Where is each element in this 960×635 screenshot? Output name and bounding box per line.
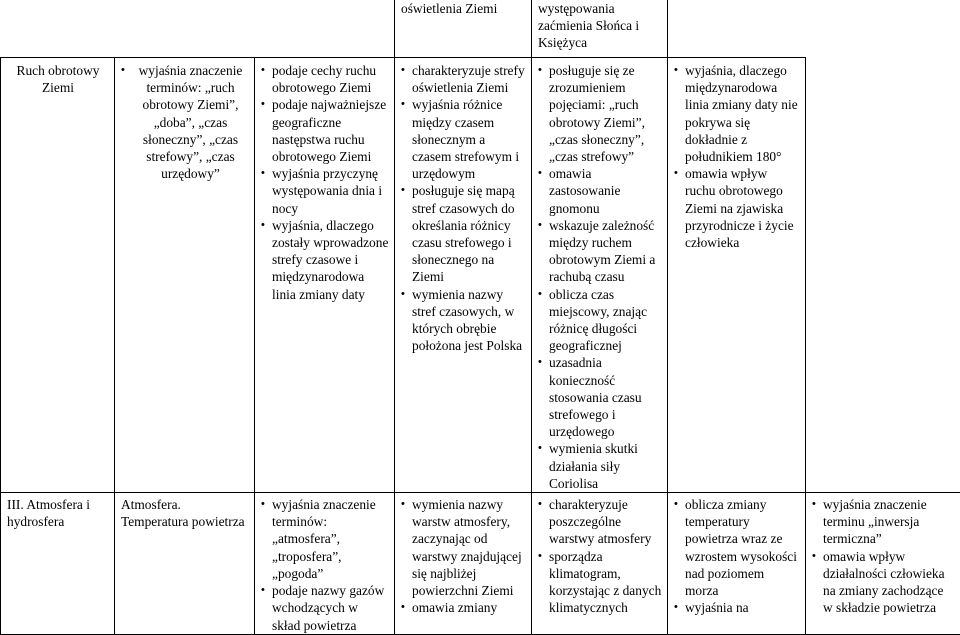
table-cell: [668, 0, 806, 58]
list-item: • oblicza zmiany temperatury powietrza wraz ze wzrostem wysokości nad poziomem morza: [674, 496, 800, 599]
requirement-list: [538, 496, 662, 616]
table-cell: [395, 493, 532, 635]
list-item: • podaje nazwy gazów wchodzących w skład powietrza: [261, 582, 389, 634]
list-item: • wymienia skutki działania siły Coriolisa: [538, 440, 662, 492]
list-item: • wskazuje zależność między ruchem obrotowym Ziemi a rachubą czasu: [538, 217, 662, 286]
list-item: • charakteryzuje strefy oświetlenia Ziemi: [401, 62, 526, 96]
table-cell: [1, 0, 115, 58]
list-item: • podaje najważniejsze geograficzne następstwa ruchu obrotowego Ziemi: [261, 96, 389, 165]
table-cell: [255, 58, 395, 493]
table-row: [1, 493, 960, 635]
list-item: • wyjaśnia znaczenie terminu „inwersja termiczna”: [812, 496, 955, 548]
requirement-list: [401, 496, 526, 616]
topic-cell: [1, 58, 115, 493]
table-row: [1, 58, 960, 493]
list-item: • omawia zmiany: [401, 599, 526, 616]
table-cell: [255, 493, 395, 635]
list-item: • wyjaśnia przyczynę występowania dnia i nocy: [261, 165, 389, 217]
list-item: • omawia wpływ działalności człowieka na zmiany zachodzące w składzie powietrza: [812, 548, 955, 617]
list-item: • wymienia nazwy warstw atmosfery, zaczynając od warstwy znajdującej się najbliżej powierzchni Ziemi: [401, 496, 526, 599]
requirement-list: [121, 62, 249, 182]
table-cell: [806, 58, 960, 493]
topic-text: Ruch obrotowy Ziemi: [17, 63, 100, 95]
topic-cell: [115, 493, 255, 635]
list-item: • podaje cechy ruchu obrotowego Ziemi: [261, 62, 389, 96]
requirement-list: [812, 496, 955, 616]
list-item: • wymienia nazwy stref czasowych, w których obrębie położona jest Polska: [401, 286, 526, 355]
table-cell: [255, 0, 395, 58]
table-row: [1, 0, 960, 58]
section-cell: [1, 493, 115, 635]
list-item: • uzasadnia konieczność stosowania czasu strefowego i urzędowego: [538, 354, 662, 440]
table-cell: [668, 58, 806, 493]
table-cell: [532, 493, 668, 635]
list-item: • wyjaśnia znaczenie terminów: „ruch obrotowy Ziemi”, „doba”, „czas słoneczny”, „czas strefowy”, „czas urzędowy”: [121, 62, 249, 182]
table-cell: [532, 58, 668, 493]
table-cell: [668, 493, 806, 635]
list-item: • wyjaśnia na: [674, 599, 800, 616]
list-item: • wyjaśnia różnice między czasem słonecznym a czasem strefowym i urzędowym: [401, 96, 526, 182]
table-cell: [806, 493, 960, 635]
table-cell: [395, 0, 532, 58]
cell-text: oświetlenia Ziemi: [401, 1, 497, 16]
requirement-list: [261, 62, 389, 303]
list-item: • posługuje się mapą stref czasowych do określania różnicy czasu strefowego i słonecznego na Ziemi: [401, 182, 526, 285]
requirement-list: [674, 62, 800, 251]
table-cell: [115, 0, 255, 58]
requirement-list: [401, 62, 526, 354]
list-item: • wyjaśnia, dlaczego międzynarodowa linia zmiany daty nie pokrywa się dokładnie z południkiem 180°: [674, 62, 800, 165]
table-cell: [395, 58, 532, 493]
topic-text: Atmosfera. Temperatura powietrza: [121, 497, 245, 529]
section-text: III. Atmosfera i hydrosfera: [7, 497, 90, 529]
table-cell: [806, 0, 960, 58]
list-item: • omawia wpływ ruchu obrotowego Ziemi na zjawiska przyrodnicze i życie człowieka: [674, 165, 800, 251]
table-cell: [532, 0, 668, 58]
table-cell: [115, 58, 255, 493]
list-item: • sporządza klimatogram, korzystając z danych klimatycznych: [538, 548, 662, 617]
list-item: • charakteryzuje poszczególne warstwy atmosfery: [538, 496, 662, 548]
list-item: • oblicza czas miejscowy, znając różnicę długości geograficznej: [538, 286, 662, 355]
cell-text: występowania zaćmienia Słońca i Księżyca: [538, 1, 639, 50]
requirement-list: [674, 496, 800, 616]
list-item: • posługuje się ze zrozumieniem pojęciami: „ruch obrotowy Ziemi”, „czas słoneczny”, „czas strefowy”: [538, 62, 662, 165]
requirement-list: [538, 62, 662, 492]
list-item: • omawia zastosowanie gnomonu: [538, 165, 662, 217]
list-item: • wyjaśnia, dlaczego zostały wprowadzone strefy czasowe i międzynarodowa linia zmiany daty: [261, 217, 389, 303]
list-item: • wyjaśnia znaczenie terminów: „atmosfera”, „troposfera”, „pogoda”: [261, 496, 389, 582]
requirement-list: [261, 496, 389, 634]
